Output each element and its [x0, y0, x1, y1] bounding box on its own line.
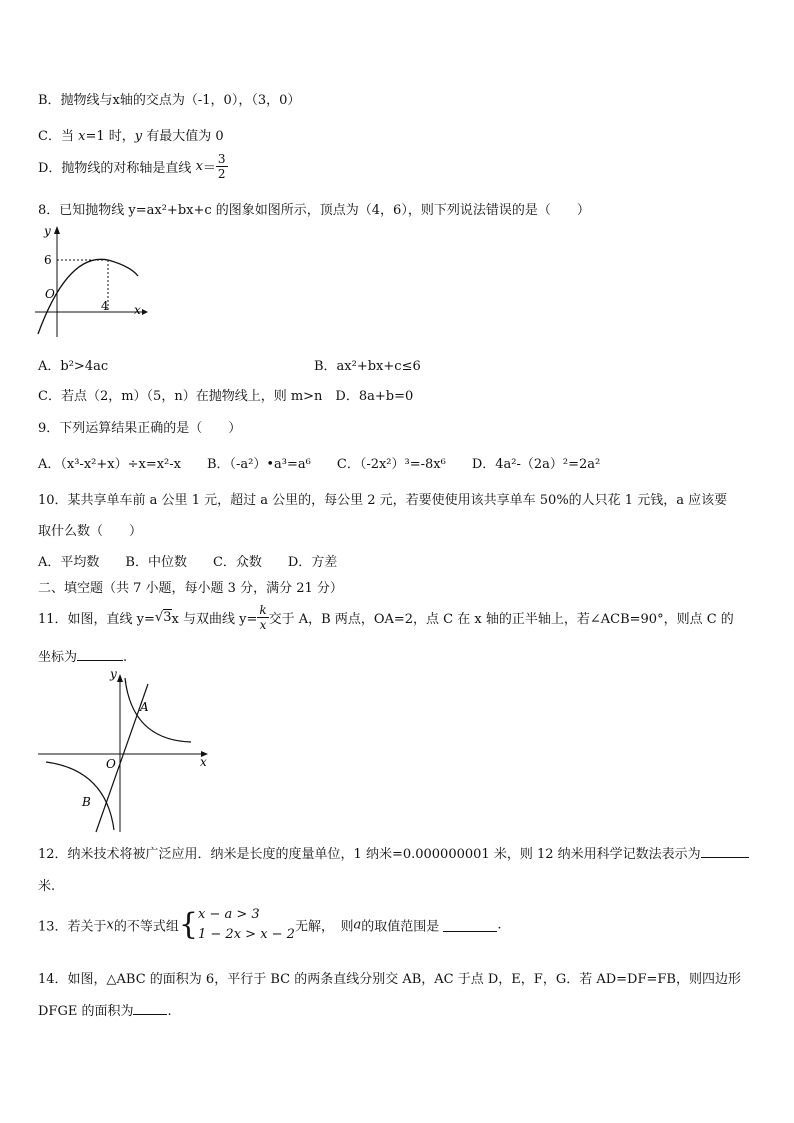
fraction-denominator: 2	[217, 167, 226, 181]
q7-option-c-x: x	[78, 129, 86, 144]
fraction-denominator: x	[259, 618, 267, 632]
q10-line2: 取什么数（ ）	[38, 524, 143, 539]
q11-mid: x 与双曲线 y=	[171, 612, 258, 627]
answer-blank	[443, 919, 497, 932]
origin-label: O	[106, 757, 116, 771]
point-b-label: B	[82, 795, 91, 809]
q7-option-c-mid: =1 时，	[85, 129, 135, 144]
x-axis-arrow	[142, 309, 148, 315]
sqrt-symbol: √	[154, 610, 164, 625]
q7-option-c-pre: C．当	[38, 129, 79, 144]
q14-line2-end: .	[167, 1004, 172, 1019]
q7-option-c-post: 有最大值为 0	[142, 129, 224, 144]
q13-var-x: x	[106, 917, 114, 933]
q10-options: A．平均数 B．中位数 C．众数 D．方差	[38, 555, 338, 570]
q8-parabola-graph	[30, 222, 150, 342]
q13-pre: 13．若关于	[38, 919, 107, 935]
q13-line	[38, 905, 502, 945]
q13-var-a: a	[353, 917, 362, 933]
q11-fraction	[257, 603, 268, 632]
answer-blank	[133, 1002, 167, 1015]
x-tick-label: 4	[101, 299, 109, 313]
q8-stem: 8．已知抛物线 y=ax²+bx+c 的图象如图所示，顶点为（4，6），则下列说法错误的是（ ）	[38, 203, 590, 218]
q11-line2-end: .	[123, 650, 128, 665]
q7-option-b: B．抛物线与x轴的交点为（-1，0），（3，0）	[38, 93, 301, 108]
q11-post: 交于 A，B 两点，OA=2，点 C 在 x 轴的正半轴上，若∠ACB=90°，则点 C 的	[268, 612, 734, 627]
q7-option-c	[38, 125, 224, 144]
q14-line2-text: DFGE 的面积为	[38, 1004, 134, 1019]
q9-stem: 9．下列运算结果正确的是（ ）	[38, 421, 242, 436]
q12-line1-text: 12．纳米技术将被广泛应用．纳米是长度的度量单位，1 纳米=0.000000001 米，则 12 纳米用科学记数法表示为	[38, 847, 701, 862]
q9-options: A．（x³-x²+x）÷x=x²-x B．（-a²）•a³=a⁶ C．（-2x²）³=-8x⁶ D．4a²-（2a）²=2a²	[38, 457, 601, 472]
q12-line1	[38, 843, 749, 862]
x-axis-label: x	[200, 755, 207, 769]
q11-line2	[38, 646, 127, 665]
q14-line1: 14．如图，△ABC 的面积为 6，平行于 BC 的两条直线分别交 AB，AC 于点 D，E，F，G．若 AD=DF=FB，则四边形	[38, 972, 741, 987]
inequality-2: 1 − 2x > x − 2	[198, 927, 295, 942]
system-brace: {	[178, 907, 198, 942]
q14-line2	[38, 1000, 172, 1019]
sqrt-argument: 3	[163, 610, 172, 625]
q11-pre: 11．如图，直线 y=	[38, 612, 155, 627]
q8-option-b: B．ax²+bx+c≤6	[314, 359, 421, 374]
q13-post1: 无解， 则	[294, 919, 354, 935]
fraction-numerator: 3	[217, 152, 226, 166]
q10-line1: 10．某共享单车前 a 公里 1 元，超过 a 公里的，每公里 2 元，若要使使用该共享单车 50%的人只花 1 元钱，a 应该要	[38, 493, 728, 508]
q13-mid: 的不等式组	[113, 919, 179, 935]
q8-option-cd: C．若点（2，m）（5，n）在抛物线上，则 m>n D．8a+b=0	[38, 389, 414, 404]
x-axis-label: x	[134, 303, 141, 317]
q13-post2: 的取值范围是	[361, 919, 440, 935]
answer-blank	[701, 845, 749, 858]
q7-option-d-x: x	[195, 159, 203, 174]
inequality-system	[198, 905, 295, 945]
q12-line2: 米.	[38, 879, 56, 894]
origin-label: O	[45, 287, 55, 301]
q7-option-c-y: y	[134, 129, 143, 144]
section-heading-fill-blank: 二、填空题（共 7 小题，每小题 3 分，满分 21 分）	[38, 581, 343, 596]
hyperbola-branch-lower	[46, 762, 114, 830]
hyperbola-branch-upper	[125, 678, 191, 742]
y-axis-arrow	[54, 226, 60, 234]
y-tick-label: 6	[44, 253, 52, 267]
q7-option-d-fraction	[216, 152, 228, 181]
q11-line2-text: 坐标为	[38, 650, 78, 665]
fraction-numerator: k	[259, 603, 267, 617]
y-axis-label: y	[44, 224, 51, 238]
y-axis-arrow	[117, 674, 123, 682]
q11-line1	[38, 603, 734, 632]
answer-blank	[77, 648, 123, 661]
q7-option-d-eq: ＝	[202, 161, 216, 176]
q13-end: .	[497, 917, 502, 933]
inequality-1: x − a > 3	[198, 907, 260, 922]
q7-option-d-pre: D．抛物线的对称轴是直线	[38, 161, 196, 176]
q11-hyperbola-graph	[36, 666, 216, 834]
q8-option-a: A．b²>4ac	[38, 359, 109, 374]
point-a-label: A	[140, 700, 149, 714]
q7-option-d	[38, 152, 228, 181]
y-axis-label: y	[110, 667, 117, 681]
